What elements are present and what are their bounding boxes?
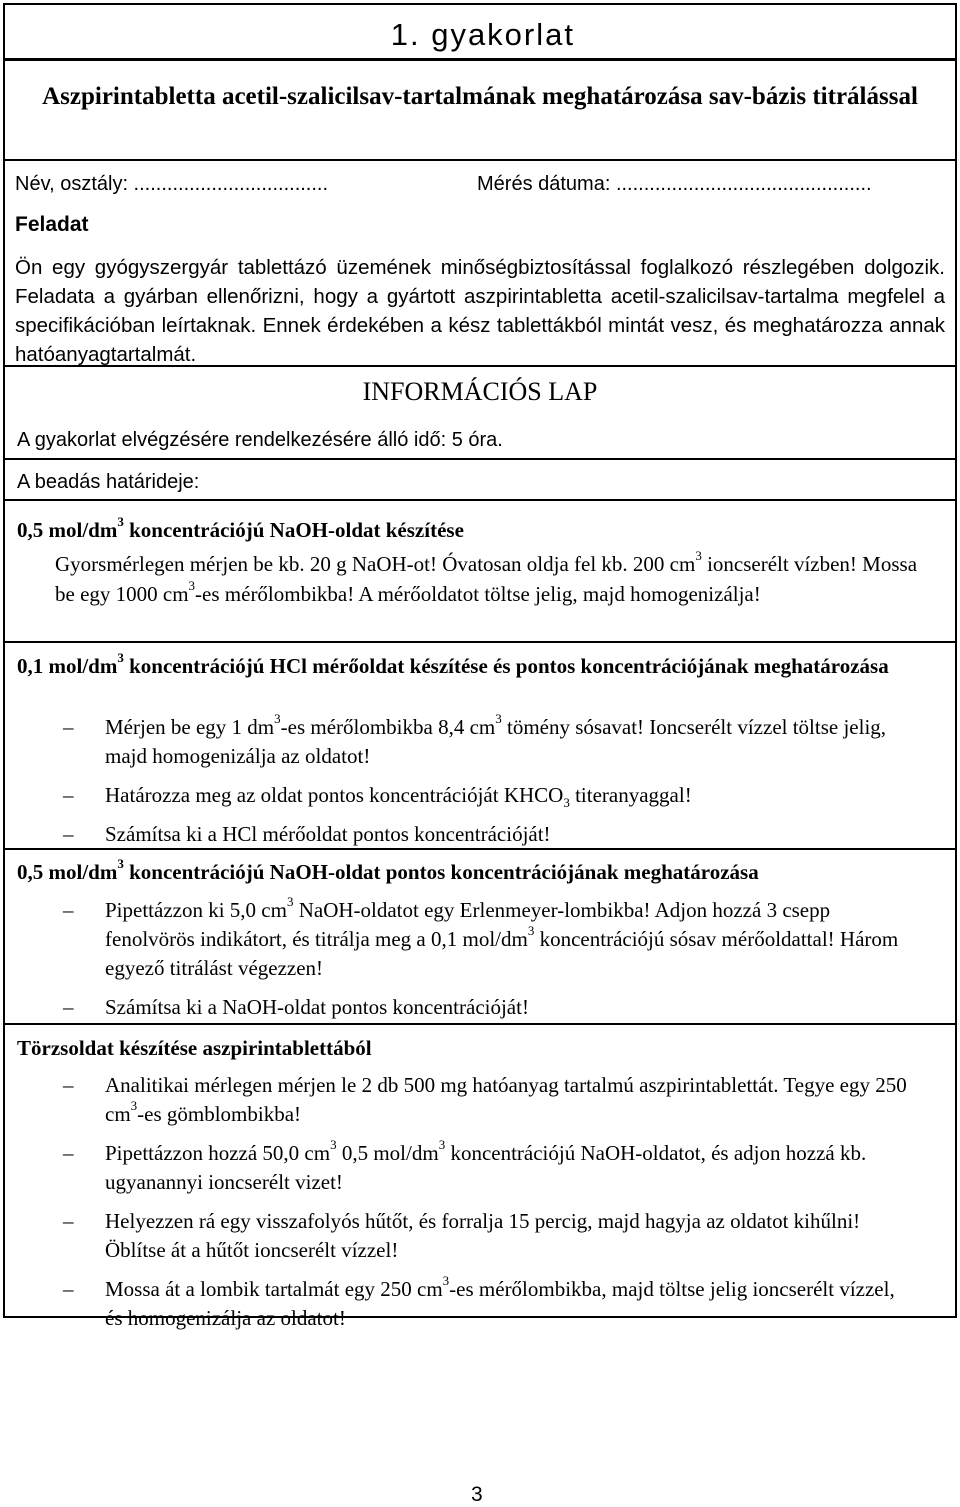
section-text-naoh-prep: Gyorsmérlegen mérjen be kb. 20 g NaOH-ot! Óvatosan oldja fel kb. 200 $cm^3$ ioncserélt vízben! Mossa be egy 1000 $cm^3-es$ mérőlombikba! A mérőoldatot töltse jelig, majd homogenizálja! xyxy=(55,548,918,606)
list-item: – Mossa át a lombik tartalmát egy 250 $cm^3-es$ mérőlombikba, majd töltse jelig ioncserélt vízzel, és homogenizálja az oldatot! xyxy=(63,1273,895,1330)
section-heading-stock-solution: Törzsoldat készítése aszpirintablettából xyxy=(17,1036,372,1060)
dash-bullet: – xyxy=(63,1073,74,1097)
name-class-field: Név, osztály: ................................... xyxy=(15,173,329,195)
dash-bullet: – xyxy=(63,1209,74,1233)
task-heading: Feladat xyxy=(15,213,89,236)
list-naoh-conc xyxy=(15,896,915,1032)
deadline-text: A beadás határideje: xyxy=(17,471,200,493)
list-stock-solution xyxy=(15,1071,915,1343)
dash-bullet: – xyxy=(63,898,74,922)
dash-bullet: – xyxy=(63,995,74,1019)
page-title: 1. gyakorlat xyxy=(390,17,575,52)
list-item: – Helyezzen rá egy visszafolyós hűtőt, és forralja 15 percig, majd hagyja az oldatot kihűlni! Öblítse át a hűtőt ioncserélt vízzel! xyxy=(63,1209,861,1262)
divider-line xyxy=(5,458,955,460)
measurement-date-field: Mérés dátuma: .............................................. xyxy=(477,173,872,195)
list-item: – Analitikai mérlegen mérjen le 2 db 500 mg hatóanyag tartalmú aszpirintablettát. Tegye egy 250 $cm^3-es$ gömblombikba! xyxy=(63,1073,907,1126)
dash-bullet: – xyxy=(63,1277,74,1301)
section-heading-hcl: 0,1 mol/$dm^3$ koncentrációjú HCl mérőoldat készítése és pontos koncentrációjának meghatározása xyxy=(17,650,889,678)
divider-line xyxy=(5,159,955,161)
task-text: Ön egy gyógyszergyár tablettázó üzemének minőségbiztosítással foglalkozó részlegében dolgozik. Feladata a gyárban ellenőrizni, hogy a gyártott aszpirintabletta acetil-szalicilsav-tartalma megfelel a specifikációban leírtaknak. Ennek érdekében a kész tablettákból mintát vesz, és meghatározza annak hatóanyagtartalmát. xyxy=(15,256,945,366)
list-item: – Számítsa ki a NaOH-oldat pontos koncentrációját! xyxy=(15,993,915,1022)
dash-bullet: – xyxy=(63,783,74,807)
list-hcl xyxy=(15,713,915,859)
dash-bullet: – xyxy=(63,822,74,846)
dash-bullet: – xyxy=(63,715,74,739)
list-item: – Pipettázzon ki 5,0 $cm^3$ NaOH-oldatot egy Erlenmeyer-lombikba! Adjon hozzá 3 csepp fenolvörös indikátort, és titrálja meg a 0,1 mol/$dm^3$ koncentrációjú sósav mérőoldattal! Három egyező titrálást végezzen! xyxy=(63,894,899,980)
divider-line xyxy=(5,848,955,850)
section-heading-naoh-conc: 0,5 mol/$dm^3$ koncentrációjú NaOH-oldat pontos koncentrációjának meghatározása xyxy=(17,856,759,884)
divider-line xyxy=(5,1023,955,1025)
divider-line xyxy=(5,499,955,501)
dash-bullet: – xyxy=(63,1141,74,1165)
divider-line xyxy=(5,641,955,643)
info-sheet-heading: INFORMÁCIÓS LAP xyxy=(362,377,598,406)
list-item: – Számítsa ki a HCl mérőoldat pontos koncentrációját! xyxy=(15,820,915,849)
list-item: – Mérjen be egy 1 $dm^3-es$ mérőlombikba 8,4 $cm^3$ tömény sósavat! Ioncserélt vízzel töltse jelig, majd homogenizálja az oldatot! xyxy=(63,711,887,768)
section-heading-naoh-prep: 0,5 mol/$dm^3$ koncentrációjú NaOH-oldat készítése xyxy=(17,514,464,542)
list-item: – Határozza meg az oldat pontos koncentrációját $KHCO_3$ titeranyaggal! xyxy=(63,783,692,811)
document-subtitle: Aszpirintabletta acetil-szalicilsav-tartalmának meghatározása sav-bázis titrálással xyxy=(42,83,918,110)
content-box xyxy=(3,59,957,1330)
divider-line xyxy=(5,365,955,367)
title-box xyxy=(3,3,957,60)
list-item: – Pipettázzon hozzá 50,0 $cm^3$ 0,5 mol/$dm^3$ koncentrációjú NaOH-oldatot, és adjon hozzá kb. ugyanannyi ioncserélt vizet! xyxy=(63,1137,867,1194)
time-available-text: A gyakorlat elvégzésére rendelkezésére álló idő: 5 óra. xyxy=(17,429,503,451)
page-number: 3 xyxy=(471,1483,483,1506)
